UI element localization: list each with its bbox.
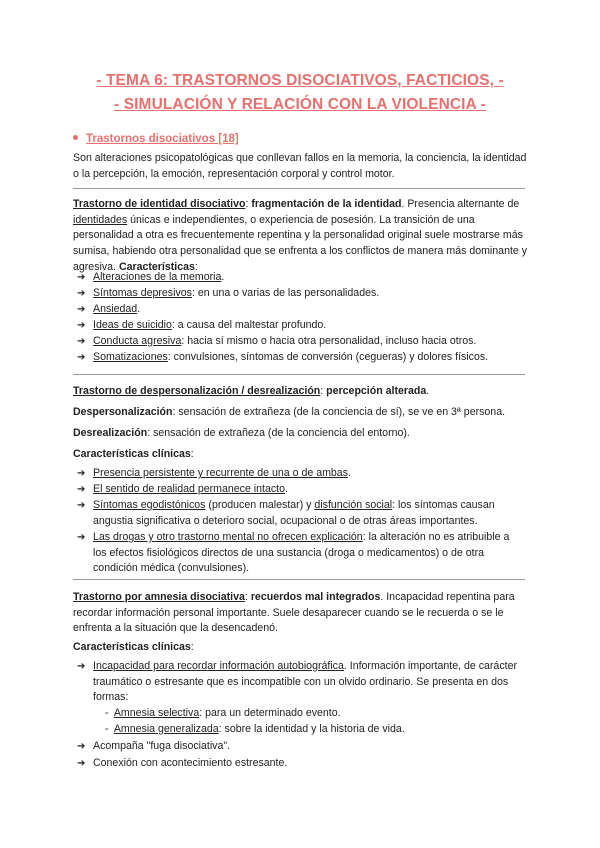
list-item: ➔ Acompaña "fuga disociativa". (77, 739, 527, 755)
list-item: ➔ Conducta agresiva: hacia sí mismo o hacia otra personalidad, incluso hacia otros. (77, 334, 527, 350)
arrow-icon: ➔ (77, 532, 86, 543)
list-item: ➔ Presencia persistente y recurrente de una o de ambas. (77, 466, 527, 482)
arrow-icon: ➔ (77, 336, 86, 347)
arrow-icon: ➔ (77, 500, 86, 511)
list-item: ➔ Incapacidad para recordar información autobiográfica. Información importante, de carácter traumático o estresante que es incompatible con un olvido ordinario. Se presenta en dos formas: (77, 660, 517, 704)
list-item: ➔ Síntomas depresivos: en una o varias de las personalidades. (77, 286, 527, 302)
arrow-icon: ➔ (77, 304, 86, 315)
list-item: ➔ Somatizaciones: convulsiones, síntomas de conversión (cegueras) y dolores físicos. (77, 350, 527, 366)
arrow-icon: ➔ (77, 320, 86, 331)
tad-paragraph: Trastorno por amnesia disociativa: recuerdos mal integrados. Incapacidad repentina para recordar información personal importante. Suele desaparecer cuando se le recuerda o se le enfrenta a la situación que la desencadenó. (73, 591, 515, 635)
tad-clin-label: Características clínicas: (73, 641, 194, 653)
arrow-icon: ➔ (77, 741, 86, 752)
dash-marker: - (105, 723, 109, 735)
intro-paragraph: Son alteraciones psicopatológicas que conllevan fallos en la memoria, la conciencia, la identidad o la percepción, la emoción, representación corporal y control motor. (73, 152, 527, 180)
list-item: ➔ Las drogas y otro trastorno mental no ofrecen explicación: la alteración no es atribuible a los efectos fisiológicos directos de una sustancia (droga o medicamentos) o de otra condición médica (convulsiones). (77, 531, 510, 575)
page-title-line-2: - SIMULACIÓN Y RELACIÓN CON LA VIOLENCIA - (114, 96, 486, 113)
tid-key: fragmentación de la identidad (251, 198, 402, 210)
page-title-line-1: - TEMA 6: TRASTORNOS DISOCIATIVOS, FACTICIOS, - (96, 72, 504, 89)
tid-char-label: Características (118, 260, 195, 273)
arrow-icon: ➔ (77, 758, 86, 769)
arrow-icon: ➔ (77, 272, 86, 283)
list-item: ➔ Ideas de suicidio: a causa del maltestar profundo. (77, 318, 527, 334)
list-item: ➔ Conexión con acontecimiento estresante. (77, 756, 527, 772)
tid-paragraph: Trastorno de identidad disociativo: fragmentación de la identidad. Presencia alternante de identidades únicas e independientes, o experiencia de posesión. La transición de una personalidad a otra es frecuentemente repentina y la personalidad original suele mostrarse más sumisa, habiendo otra personalidad que se enfrenta a los conflictos de manera más dominante y agresiva. Características: (73, 198, 528, 273)
list-item: ➔ Ansiedad. (77, 302, 527, 318)
list-item: ➔ Síntomas egodistónicos (producen malestar) y disfunción social: los síntomas causan angustia significativa o deterioro social, ocupacional o de otras áreas importantes. (77, 499, 495, 527)
section-heading-label: Trastornos disociativos [18] (86, 133, 239, 145)
arrow-icon: ➔ (77, 352, 86, 363)
tid-term: Trastorno de identidad disociativo (73, 198, 246, 210)
arrow-icon: ➔ (77, 288, 86, 299)
sub-list-item: - Amnesia selectiva: para un determinado evento. (105, 707, 341, 719)
divider (73, 579, 525, 580)
bullet-dot-icon (73, 135, 78, 140)
arrow-icon: ➔ (77, 484, 86, 495)
list-item: ➔ El sentido de realidad permanece intacto. (77, 482, 527, 498)
dash-marker: - (105, 707, 109, 719)
arrow-icon: ➔ (77, 661, 86, 672)
tdd-desp: Despersonalización: sensación de extrañeza (de la conciencia de sí), se ve en 3ª persona. (73, 406, 506, 418)
arrow-icon: ➔ (77, 468, 86, 479)
tdd-heading: Trastorno de despersonalización / desrealización: percepción alterada. (73, 385, 430, 397)
tdd-desr: Desrealización: sensación de extrañeza (de la conciencia del entorno). (73, 427, 410, 439)
section-heading (73, 133, 239, 145)
divider (73, 188, 525, 189)
divider (73, 374, 525, 375)
list-item: ➔ Alteraciones de la memoria. (77, 270, 527, 286)
sub-list-item: - Amnesia generalizada: sobre la identidad y la historia de vida. (105, 723, 405, 735)
tdd-clin-label: Características clínicas: (73, 448, 194, 460)
